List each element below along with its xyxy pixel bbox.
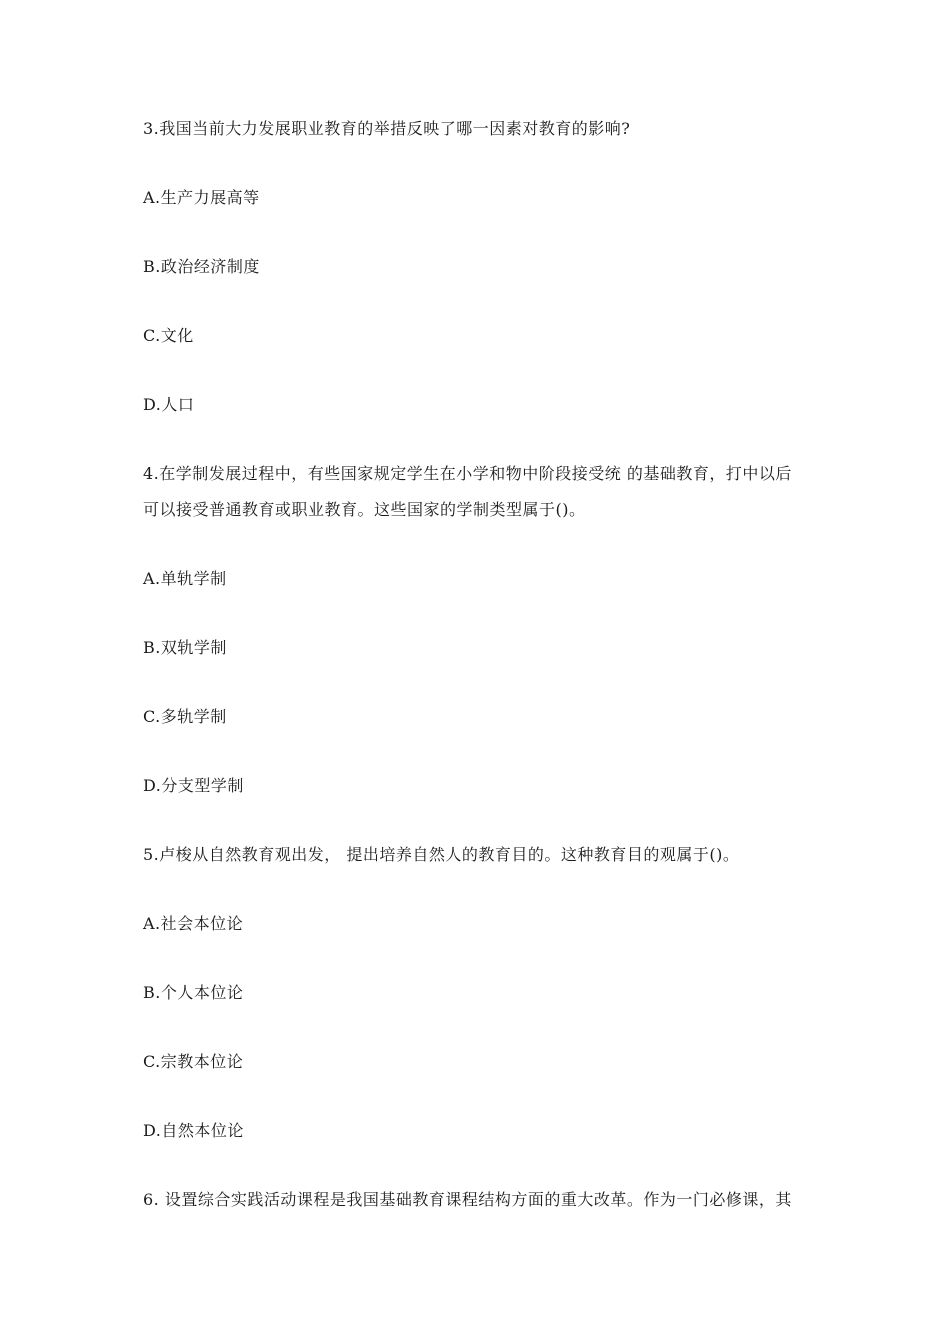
question-4-option-d: D.分支型学制	[143, 776, 244, 795]
question-4-option-b: B.双轨学制	[143, 638, 227, 657]
question-4-option-c: C.多轨学制	[143, 707, 227, 726]
question-4-option-a: A.单轨学制	[143, 569, 227, 588]
question-5-option-c: C.宗教本位论	[143, 1052, 244, 1071]
question-3-option-c: C.文化	[143, 326, 194, 345]
question-3-stem: 3.我国当前大力发展职业教育的举措反映了哪一因素对教育的影响?	[143, 119, 631, 138]
question-4-stem-line-2: 可以接受普通教育或职业教育。这些国家的学制类型属于()。	[143, 500, 586, 519]
question-3-option-a: A.生产力展高等	[143, 188, 260, 207]
question-6-stem: 6. 设置综合实践活动课程是我国基础教育课程结构方面的重大改革。作为一门必修课，其	[143, 1190, 792, 1209]
question-4-stem-line-1: 4.在学制发展过程中，有些国家规定学生在小学和物中阶段接受统 的基础教育，打中以后	[143, 464, 792, 483]
question-3-option-d: D.人口	[143, 395, 195, 414]
question-5-option-b: B.个人本位论	[143, 983, 244, 1002]
question-5-stem: 5.卢梭从自然教育观出发， 提出培养自然人的教育目的。这种教育目的观属于()。	[143, 845, 740, 864]
question-3-option-b: B.政治经济制度	[143, 257, 260, 276]
question-5-option-d: D.自然本位论	[143, 1121, 244, 1140]
question-5-option-a: A.社会本位论	[143, 914, 244, 933]
